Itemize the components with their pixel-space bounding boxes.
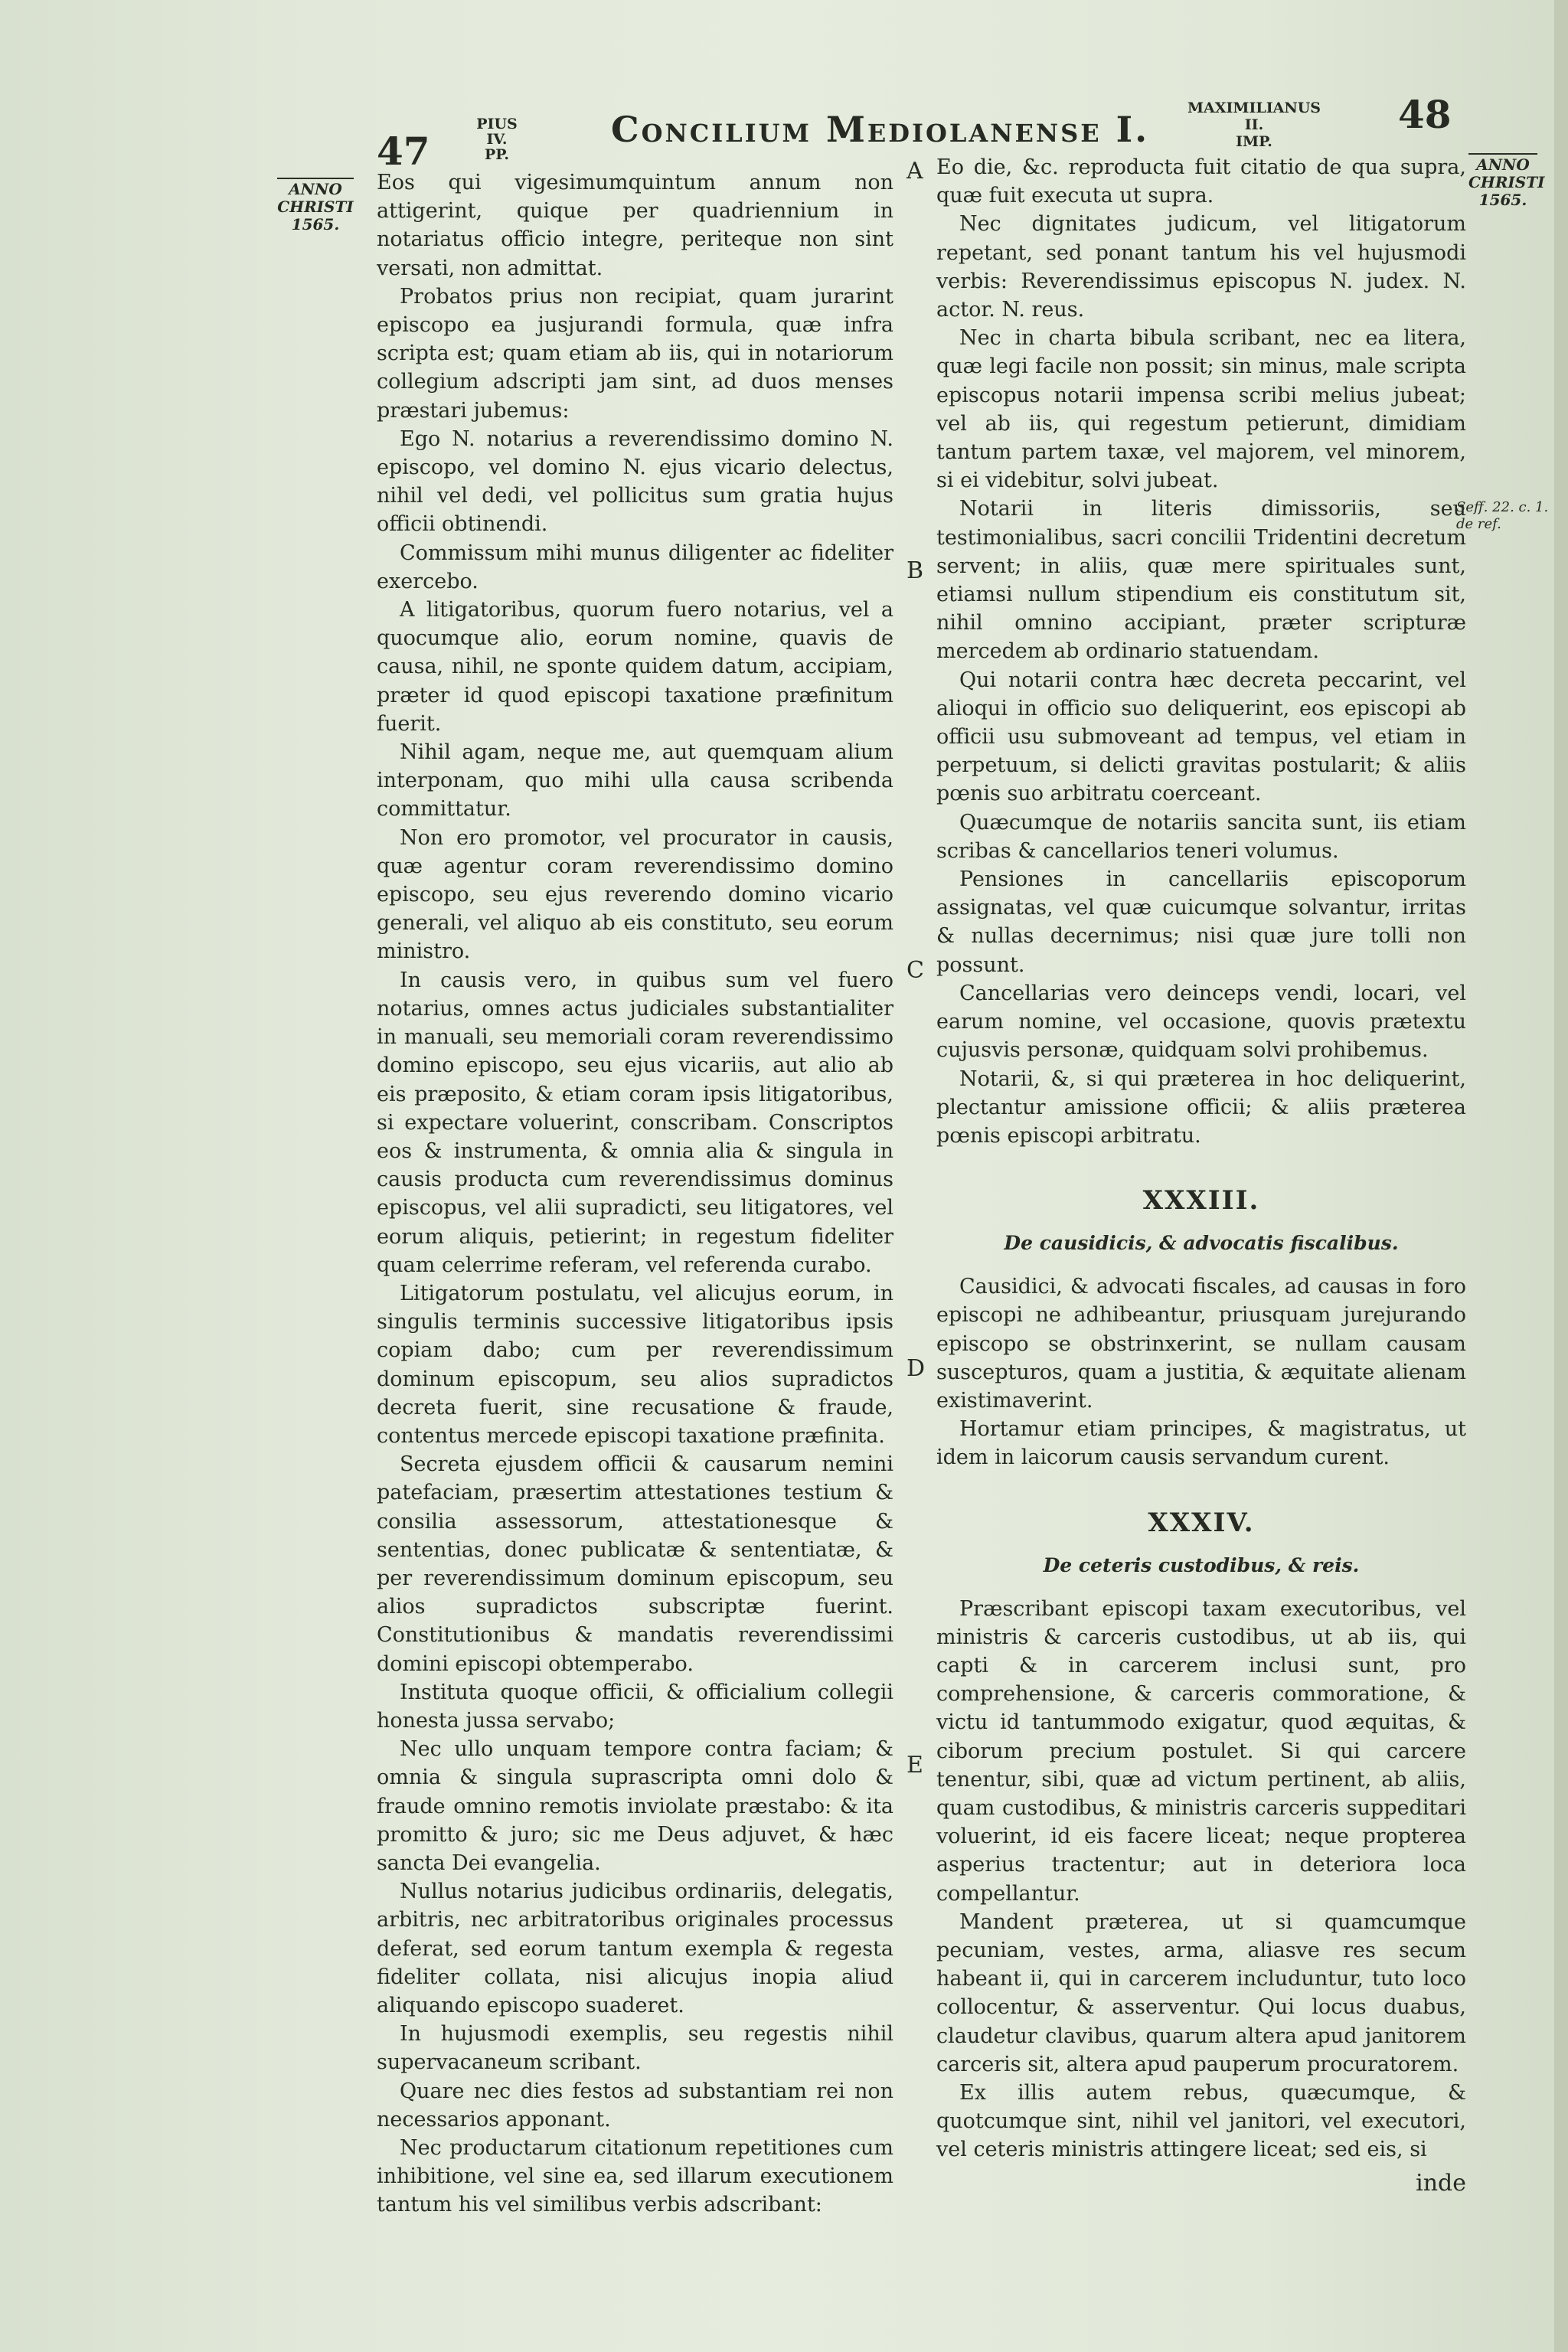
- section-number: XXXIII.: [1142, 1185, 1260, 1217]
- margin-christi: CHRISTI: [277, 198, 354, 216]
- emperor-heading: [1178, 100, 1331, 150]
- page-number-right: 48: [1398, 92, 1452, 137]
- section-marker: D: [906, 1355, 926, 1382]
- paragraph: Nec dignitates judicum, vel litigatorum repetant, sed ponant tantum his vel hujusmodi verbis: Reverendissimus episcopus N. judex. N. actor. N. reus.: [936, 212, 1466, 322]
- paragraph: Non ero promotor, vel procurator in causis, quæ agentur coram reverendissimo domino episcopo, seu ejus reverendo domino vicario generali, vel aliquo ab eis constituto, seu eorum ministro.: [377, 825, 893, 964]
- paragraph: Litigatorum postulatu, vel alicujus eorum, in singulis terminis successive litigatoribus ipsis copiam dabo; cum per reverendissimum dominum episcopum, seu alios supradictos decreta fuerit, sine recusatione & fraude, contentus mercede episcopi taxatione præfinita.: [377, 1281, 893, 1448]
- page-number-left: 47: [377, 129, 430, 174]
- margin-anno: ANNO: [289, 180, 342, 198]
- margin-reference-line: de ref.: [1456, 516, 1501, 532]
- margin-year-left: [277, 178, 354, 234]
- paragraph: Nihil agam, neque me, aut quemquam alium interponam, quo mihi ulla causa scribenda committatur.: [377, 740, 893, 822]
- section-number: XXXIV.: [1148, 1507, 1255, 1538]
- paragraph: Commissum mihi munus diligenter ac fideliter exercebo.: [377, 541, 893, 593]
- section-title: De causidicis, & advocatis fiscalibus.: [1004, 1232, 1399, 1255]
- section-title: De ceteris custodibus, & reis.: [1043, 1553, 1360, 1576]
- paragraph: Nullus notarius judicibus ordinariis, delegatis, arbitris, nec arbitratoribus originales processus deferat, sed eorum tantum exempla & regesta fideliter collata, nisi alicujus inopia aliud aliquando episcopo suaderet.: [377, 1880, 893, 2017]
- pope-title: PP.: [484, 146, 510, 163]
- margin-year: 1565.: [291, 215, 340, 234]
- margin-rule: [277, 178, 354, 179]
- paragraph: In hujusmodi exemplis, seu regestis nihil supervacaneum scribant.: [377, 2022, 893, 2075]
- paragraph: Causidici, & advocati fiscales, ad causas in foro episcopi ne adhibeantur, priusquam jurejurando episcopo se obstrinxerint, se nullam causam suscepturos, quam a justitia, & æquitate alienam existimaverint.: [936, 1275, 1466, 1413]
- section-marker: A: [906, 158, 923, 185]
- paragraph: Mandent præterea, ut si quamcumque pecuniam, vestes, arma, aliasve res secum habeant ii, qui in carcerem includuntur, tuto loco collocentur, & asserventur. Qui locus duabus, claudetur clavibus, quarum altera apud janitorem carceris sit, altera apud pauperum procuratorem.: [936, 1909, 1466, 2076]
- right-text-column: [936, 153, 1466, 2197]
- margin-year: 1565.: [1478, 191, 1527, 209]
- margin-christi: CHRISTI: [1468, 173, 1545, 191]
- paragraph: Hortamur etiam principes, & magistratus, ut idem in laicorum causis servandum curent.: [936, 1417, 1466, 1470]
- paragraph: Nec productarum citationum repetitiones cum inhibitione, vel sine ea, sed illarum executionem tantum his vel similibus verbis adscribant:: [377, 2136, 893, 2217]
- paragraph: In causis vero, in quibus sum vel fuero notarius, omnes actus judiciales substantialiter in manuali, seu memoriali coram reverendissimo domino episcopo, seu ejus vicariis, aut alio ab eis præposito, & etiam coram ipsis litigatoribus, si expectare voluerint, conscribam. Conscriptos eos & instrumenta, & omnia alia & singula in causis producta cum reverendissimus dominus episcopus, vel alii supradicti, seu litigatores, vel eorum aliquis, petierint; in regestum fideliter quam celerrime referam, vel referenda curabo.: [377, 968, 893, 1277]
- pope-heading: [470, 116, 524, 162]
- paragraph: Cancellarias vero deinceps vendi, locari, vel earum nomine, vel occasione, quovis prætextu cujusvis personæ, quidquam solvi prohibemus.: [936, 981, 1466, 1063]
- paragraph: Quare nec dies festos ad substantiam rei non necessarios apponant.: [377, 2079, 893, 2132]
- margin-reference: [1456, 499, 1548, 533]
- paragraph: Probatos prius non recipiat, quam jurarint episcopo ea jusjurandi formula, quæ infra scripta est; quam etiam ab iis, qui in notariorum collegium adscripti jam sint, ad duos menses præstari jubemus:: [377, 284, 893, 423]
- section-marker: C: [906, 957, 924, 984]
- emperor-title: IMP.: [1236, 133, 1272, 150]
- paragraph: A litigatoribus, quorum fuero notarius, vel a quocumque alio, eorum nomine, quavis de causa, nihil, ne sponte quidem datum, accipiam, præter id quod episcopi taxatione præfinitum fuerit.: [377, 598, 893, 736]
- paragraph: Notarii, &, si qui præterea in hoc deliquerint, plectantur amissione officii; & aliis præterea pœnis episcopi arbitratu.: [936, 1067, 1466, 1148]
- section-marker: B: [906, 557, 924, 584]
- catchword: inde: [1416, 2169, 1466, 2197]
- margin-anno: ANNO: [1476, 155, 1530, 174]
- paragraph: Qui notarii contra hæc decreta peccarint, vel alioqui in officio suo deliquerint, eos episcopi ab officii usu submoveant ad tempus, vel etiam in perpetuum, si delicti gravitas postularit; & aliis pœnis suo arbitratu coerceant.: [936, 668, 1466, 806]
- margin-year-right: [1468, 153, 1545, 209]
- paragraph: Nec ullo unquam tempore contra faciam; & omnia & singula suprascripta omni dolo & fraude omnino remotis inviolate præstabo: & ita promitto & juro; sic me Deus adjuvet, & hæc sancta Dei evangelia.: [377, 1737, 893, 1875]
- pope-name: PIUS IV.: [476, 116, 518, 148]
- adjacent-page-edge: [1554, 0, 1568, 2352]
- margin-rule: [1468, 153, 1537, 155]
- paragraph: Ego N. notarius a reverendissimo domino N. episcopo, vel domino N. ejus vicario delectus, nihil vel dedi, vel pollicitus sum gratia hujus officii obtinendi.: [377, 426, 893, 537]
- margin-reference-line: Seff. 22. c. 1.: [1456, 499, 1549, 515]
- paragraph: Pensiones in cancellariis episcoporum assignatas, vel quæ cuicumque solvantur, irritas & nullas decernimus; nisi quæ jure tolli non possunt.: [936, 867, 1466, 977]
- running-title: Concilium Mediolanense I.: [611, 109, 1150, 150]
- emperor-name: MAXIMILIANUS II.: [1187, 100, 1321, 133]
- paragraph: Nec in charta bibula scribant, nec ea litera, quæ legi facile non possit; sin minus, male scripta episcopus notarii impensa scribi melius jubeat; vel ab iis, qui regestum petierunt, dimidiam tantum partem taxæ, vel majorem, vel minorem, si ei videbitur, solvi jubeat.: [936, 326, 1466, 493]
- paragraph: Notarii in literis dimissoriis, seu testimonialibus, sacri concilii Tridentini decretum servent; in aliis, quæ mere spirituales sunt, etiamsi nullum stipendium eis constitutum sit, nihil omnino accipiant, præter scripturæ mercedem ab ordinario statuendam.: [936, 497, 1466, 664]
- paragraph: Præscribant episcopi taxam executoribus, vel ministris & carceris custodibus, ut ab iis, qui capti & in carcerem inclusi sunt, pro comprehensione, & carceris commoratione, & victu id tantummodo exigatur, quod æquitas, & ciborum precium postulet. Si qui carcere tenentur, sibi, quæ ad victum pertinent, ab aliis, quam custodibus, & ministris carceris suppeditari voluerint, id eis facere liceat; neque propterea asperius tractentur; aut in deteriora loca compellantur.: [936, 1596, 1466, 1906]
- paragraph: Instituta quoque officii, & officialium collegii honesta jussa servabo;: [377, 1680, 893, 1733]
- paragraph: Eo die, &c. reproducta fuit citatio de qua supra, quæ fuit executa ut supra.: [936, 155, 1466, 208]
- paragraph: Quæcumque de notariis sancita sunt, iis etiam scribas & cancellarios teneri volumus.: [936, 810, 1466, 863]
- section-marker: E: [906, 1752, 923, 1779]
- paragraph: Eos qui vigesimumquintum annum non attigerint, quique per quadriennium in notariatus officio integre, periteque non sint versati, non admittat.: [377, 171, 893, 280]
- paragraph: Ex illis autem rebus, quæcumque, & quotcumque sint, nihil vel janitori, vel executori, vel ceteris ministris attingere liceat; sed eis, si: [936, 2080, 1466, 2162]
- left-text-column: [377, 168, 893, 2220]
- paragraph: Secreta ejusdem officii & causarum nemini patefaciam, præsertim attestationes testium & consilia assessorum, attestationesque & sententias, donec publicatæ & sententiatæ, & per reverendissimum dominum episcopum, seu alios supradictos subscriptæ fuerint. Constitutionibus & mandatis reverendissimi domini episcopi obtemperabo.: [377, 1452, 893, 1676]
